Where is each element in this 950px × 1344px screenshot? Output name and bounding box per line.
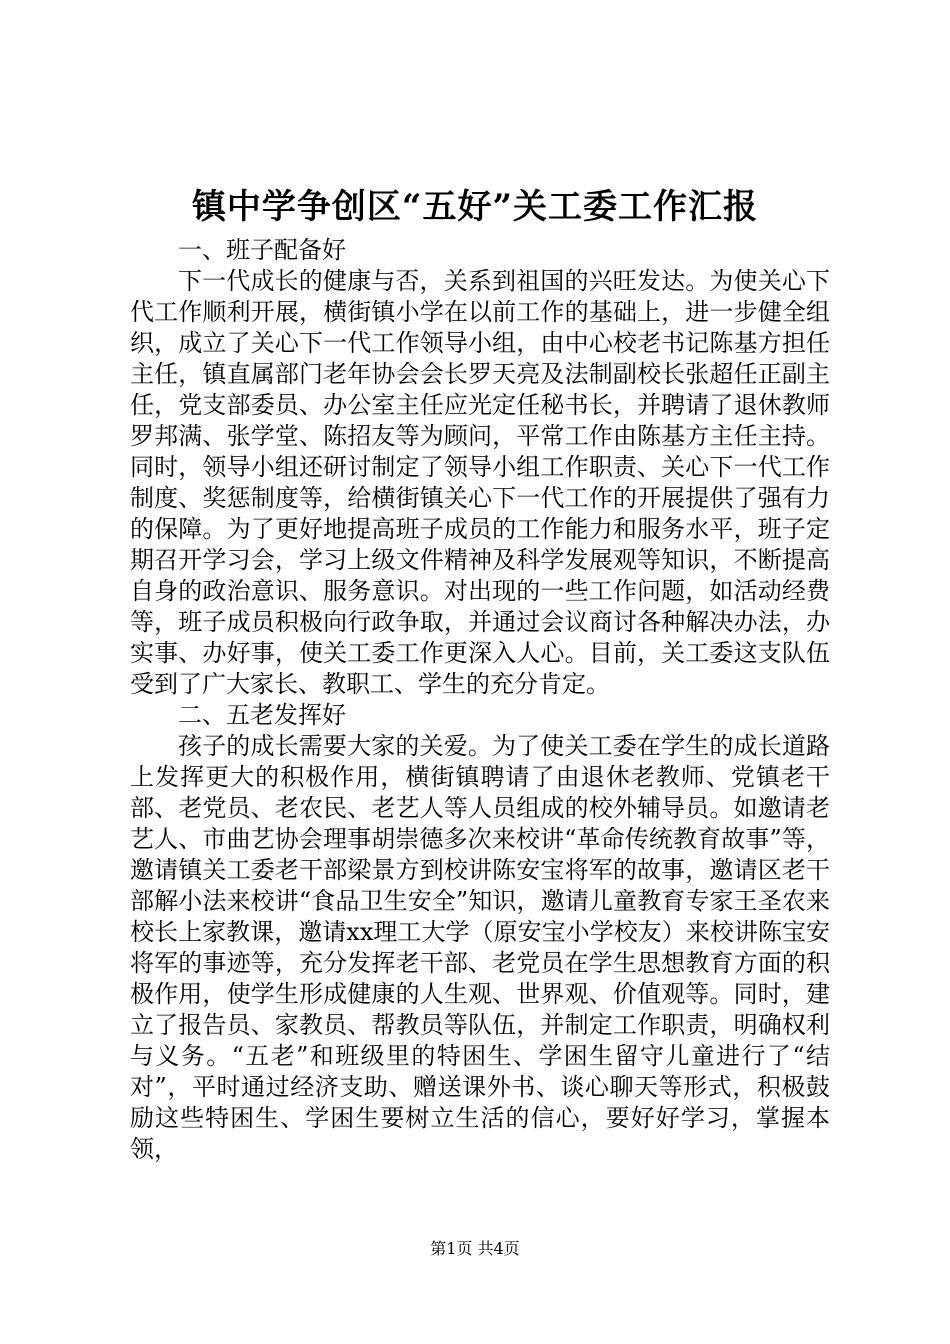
section-heading-1: 一、班子配备好 xyxy=(178,236,346,264)
section-paragraph-1: 下一代成长的健康与否，关系到祖国的兴旺发达。为使关心下代工作顺利开展，横街镇小学在以前工作的基础上，进一步健全组织，成立了关心下一代工作领导小组，由中心校老书记陈基方担任主任，镇直属部门老年协会会长罗天亮及法制副校长张超任正副主任，党支部委员、办公室主任应光定任秘书长，并聘请了退休教师罗邦满、张学堂、陈招友等为顾问，平常工作由陈基方主任主持。同时，领导小组还研讨制定了领导小组工作职责、关心下一代工作制度、奖惩制度等，给横街镇关心下一代工作的开展提供了强有力的保障。为了更好地提高班子成员的工作能力和服务水平，班子定期召开学习会，学习上级文件精神及科学发展观等知识，不断提高自身的政治意识、服务意识。对出现的一些工作问题，如活动经费等，班子成员积极向行政争取，并通过会议商讨各种解决办法，办实事、办好事，使关工委工作更深入人心。目前，关工委这支队伍受到了广大家长、教职工、学生的充分肯定。 xyxy=(130,267,830,698)
document-body xyxy=(130,235,830,1165)
page-footer: 第1页 共4页 xyxy=(430,1239,520,1258)
document-title: 镇中学争创区“五好”关工委工作汇报 xyxy=(191,187,759,227)
section-heading-2: 二、五老发挥好 xyxy=(178,701,346,729)
section-paragraph-2: 孩子的成长需要大家的关爱。为了使关工委在学生的成长道路上发挥更大的积极作用，横街镇聘请了由退休老教师、党镇老干部、老党员、老农民、老艺人等人员组成的校外辅导员。如邀请老艺人、市曲艺协会理事胡崇德多次来校讲“革命传统教育故事”等，邀请镇关工委老干部梁景方到校讲陈安宝将军的故事，邀请区老干部解小法来校讲“食品卫生安全”知识，邀请儿童教育专家王圣农来校长上家教课，邀请xx理工大学（原安宝小学校友）来校讲陈宝安将军的事迹等，充分发挥老干部、老党员在学生思想教育方面的积极作用，使学生形成健康的人生观、世界观、价值观等。同时，建立了报告员、家教员、帮教员等队伍，并制定工作职责，明确权利与义务。“五老”和班级里的特困生、学困生留守儿童进行了“结对”，平时通过经济支助、赠送课外书、谈心聊天等形式，积极鼓励这些特困生、学困生要树立生活的信心，要好好学习，掌握本领， xyxy=(130,732,830,1163)
